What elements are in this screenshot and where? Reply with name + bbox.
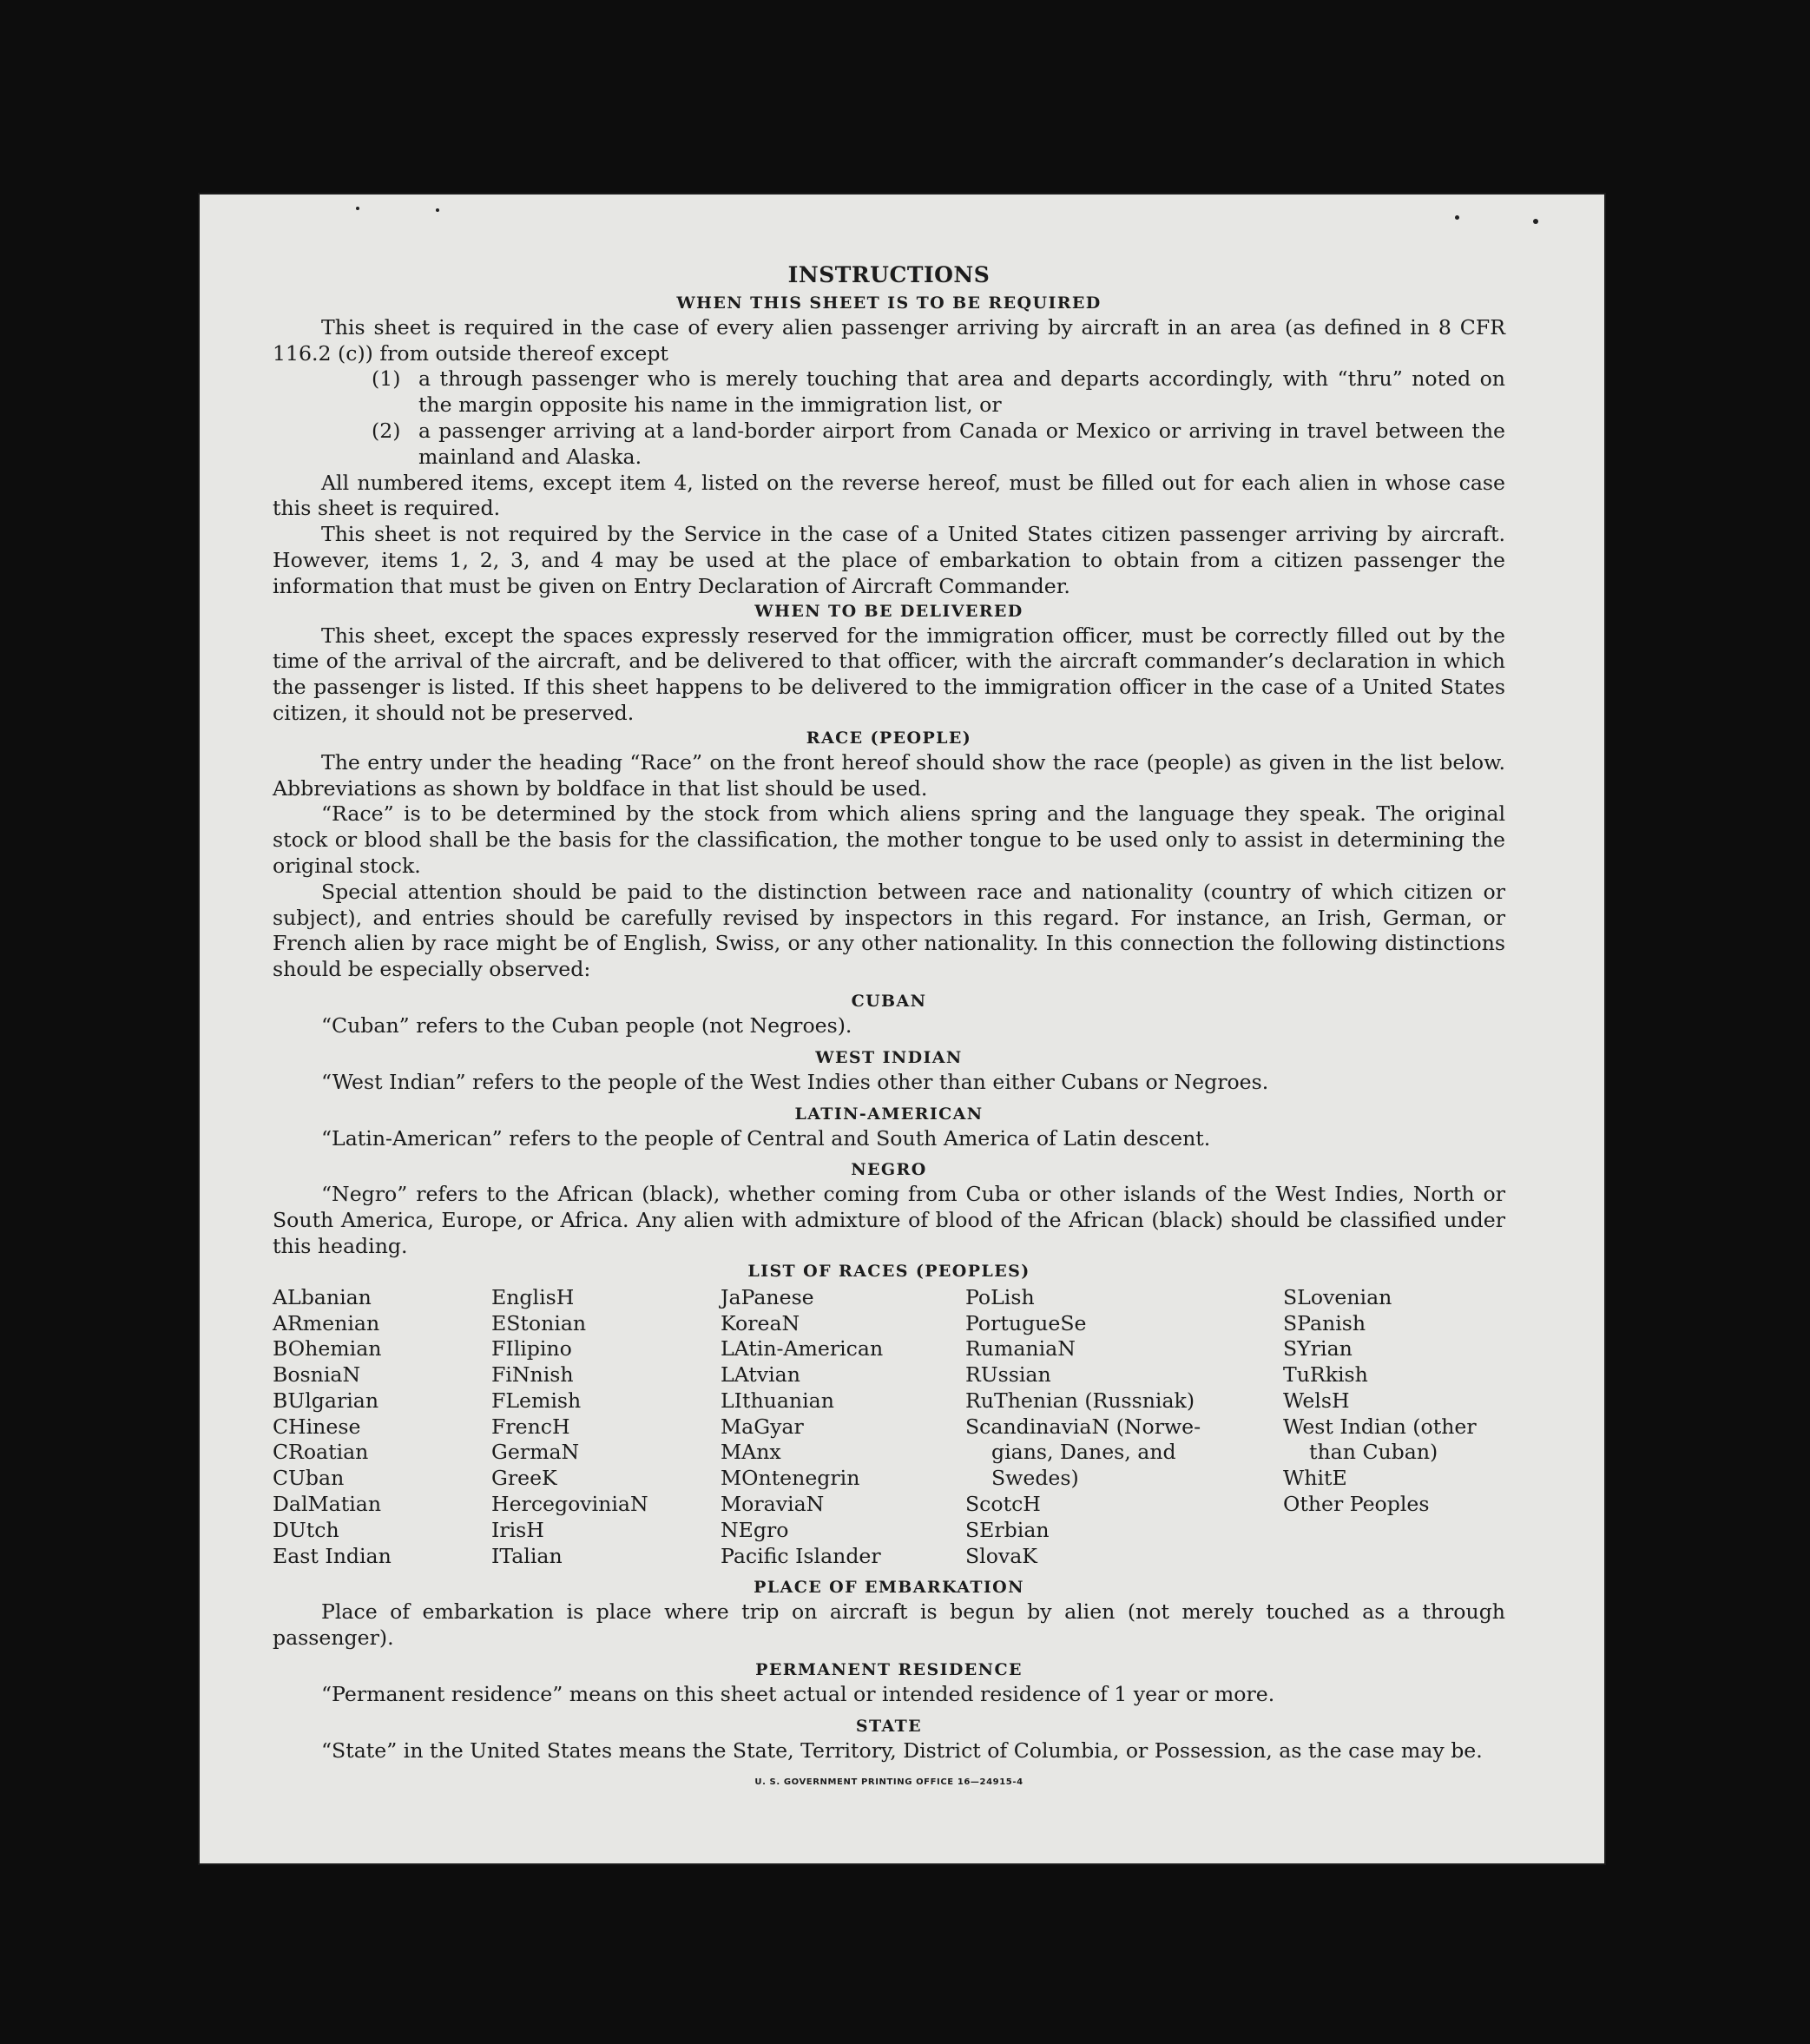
heading-west-indian: WEST INDIAN <box>815 1047 963 1067</box>
instruction-sheet <box>198 193 1606 1865</box>
race-entry: LAtvian <box>721 1362 800 1388</box>
heading-list-of-races: LIST OF RACES (PEOPLES) <box>747 1261 1030 1281</box>
race-entry: JaPanese <box>721 1284 814 1309</box>
race-entry: PoLish <box>965 1284 1035 1309</box>
race-entry: LIthuanian <box>721 1388 834 1413</box>
heading-latin-american: LATIN-AMERICAN <box>794 1104 984 1124</box>
race-entry: SlovaK <box>965 1543 1037 1568</box>
race-entry: DUtch <box>273 1517 339 1542</box>
races-column-2 <box>491 1285 721 1570</box>
exception-text: a passenger arriving at a land-border airport from Canada or Mexico or arriving in travel between the mainland and Alaska. <box>418 418 1505 469</box>
race-entry: Pacific Islander <box>721 1543 881 1568</box>
race-entry: RUssian <box>965 1362 1051 1388</box>
race-entry: ALbanian <box>273 1284 372 1309</box>
race-entry: ScandinaviaN (Norwe- <box>965 1414 1201 1439</box>
race-paragraph-2: “Race” is to be determined by the stock from which aliens spring and the language they speak. The original stock or blood shall be the basis for the classification, the mother tongue to be used only to assist in determining the original stock. <box>273 801 1505 878</box>
race-paragraph-1: The entry under the heading “Race” on the front hereof should show the race (people) as given in the list below. Abbreviations as shown by boldface in that list should be used. <box>273 749 1505 801</box>
race-entry-continued: gians, Danes, and <box>991 1440 1176 1465</box>
residence-paragraph: “Permanent residence” means on this sheet actual or intended residence of 1 year or more. <box>321 1682 1275 1707</box>
exception-number: (1) <box>372 366 401 392</box>
race-entry: SErbian <box>965 1517 1050 1542</box>
printing-office-footer: U. S. GOVERNMENT PRINTING OFFICE 16—24915-4 <box>754 1777 1023 1787</box>
cuban-paragraph: “Cuban” refers to the Cuban people (not Negroes). <box>321 1012 852 1038</box>
race-entry: FLemish <box>491 1388 582 1413</box>
race-entry: GermaN <box>491 1440 580 1465</box>
race-entry: GreeK <box>491 1466 557 1491</box>
race-entry: CUban <box>273 1466 345 1491</box>
race-entry: DalMatian <box>273 1492 382 1517</box>
race-entry: ARmenian <box>273 1310 380 1335</box>
race-entry: RumaniaN <box>965 1336 1076 1362</box>
page-title: INSTRUCTIONS <box>787 262 991 287</box>
race-entry: BOhemian <box>273 1336 382 1362</box>
race-entry: RuThenian (Russniak) <box>965 1388 1195 1413</box>
delivered-paragraph: This sheet, except the spaces expressly reserved for the immigration officer, must be correctly filled out by the time of the arrival of the aircraft, and be delivered to that officer, with the aircraft commander’s declaration in which the passenger is listed. If this sheet happens to be delivered to the immigration officer in the case of a United States citizen, it should not be preserved. <box>273 623 1505 725</box>
latin-american-paragraph: “Latin-American” refers to the people of Central and South America of Latin descent. <box>321 1125 1211 1151</box>
race-entry: HercegoviniaN <box>491 1492 648 1517</box>
race-entry: BosniaN <box>273 1362 361 1388</box>
heading-place-of-embarkation: PLACE OF EMBARKATION <box>754 1578 1024 1598</box>
race-entry: MOntenegrin <box>721 1466 860 1491</box>
race-entry: West Indian (other <box>1283 1414 1477 1439</box>
races-column-1 <box>273 1285 491 1570</box>
heading-negro: NEGRO <box>851 1160 927 1180</box>
race-entry: MAnx <box>721 1440 781 1465</box>
race-entry: WhitE <box>1283 1466 1347 1491</box>
heading-when-delivered: WHEN TO BE DELIVERED <box>754 601 1023 621</box>
heading-permanent-residence: PERMANENT RESIDENCE <box>755 1660 1023 1680</box>
negro-paragraph: “Negro” refers to the African (black), whether coming from Cuba or other islands of the West Indies, North or South America, Europe, or Africa. Any alien with admixture of blood of the African (black) should be classified under this heading. <box>273 1182 1505 1258</box>
heading-when-required: WHEN THIS SHEET IS TO BE REQUIRED <box>676 293 1102 313</box>
race-entry: BUlgarian <box>273 1388 379 1413</box>
embarkation-paragraph: Place of embarkation is place where trip on aircraft is begun by alien (not merely touched as a through passenger). <box>273 1599 1505 1651</box>
race-entry: FIlipino <box>491 1336 572 1362</box>
speck <box>356 207 359 210</box>
speck <box>1533 219 1538 224</box>
races-column-3 <box>721 1285 965 1570</box>
sheet-content <box>273 262 1505 1795</box>
race-entry: EnglisH <box>491 1284 575 1309</box>
race-entry: SPanish <box>1283 1310 1366 1335</box>
exception-number: (2) <box>372 418 401 443</box>
race-entry: EStonian <box>491 1310 587 1335</box>
race-entry: SYrian <box>1283 1336 1353 1362</box>
exception-text: a through passenger who is merely touching that area and departs accordingly, with “thru” noted on the margin opposite his name in the immigration list, or <box>418 366 1505 418</box>
races-column-4 <box>965 1285 1283 1570</box>
required-paragraph-1: This sheet is required in the case of every alien passenger arriving by aircraft in an area (as defined in 8 CFR 116.2 (c)) from outside thereof except <box>273 314 1505 366</box>
race-entry: CRoatian <box>273 1440 369 1465</box>
heading-race: RACE (PEOPLE) <box>806 728 972 748</box>
race-entry: LAtin-American <box>721 1336 884 1362</box>
exception-item-1 <box>372 366 1505 419</box>
speck <box>436 208 439 212</box>
race-entry: TuRkish <box>1283 1362 1368 1388</box>
exception-item-2 <box>372 419 1505 471</box>
races-table <box>273 1285 1505 1570</box>
race-entry: IrisH <box>491 1517 544 1542</box>
speck <box>1455 215 1459 220</box>
race-entry: SLovenian <box>1283 1284 1392 1309</box>
state-paragraph: “State” in the United States means the State, Territory, District of Columbia, or Possession, as the case may be. <box>321 1737 1483 1763</box>
race-entry-continued: Swedes) <box>991 1466 1079 1491</box>
race-entry: CHinese <box>273 1414 361 1439</box>
race-entry: WelsH <box>1283 1388 1350 1413</box>
race-entry: PortugueSe <box>965 1310 1087 1335</box>
race-entry: KoreaN <box>721 1310 800 1335</box>
west-indian-paragraph: “West Indian” refers to the people of the West Indies other than either Cubans or Negroes. <box>321 1069 1269 1094</box>
race-paragraph-3: Special attention should be paid to the distinction between race and nationality (country of which citizen or subject), and entries should be carefully revised by inspectors in this regard. For instance, an Irish, German, or French alien by race might be of English, Swiss, or any other nationality. In this connection the following distinctions should be especially observed: <box>273 879 1505 982</box>
race-entry: ITalian <box>491 1543 563 1568</box>
required-paragraph-2: All numbered items, except item 4, listed on the reverse hereof, must be filled out for each alien in whose case this sheet is required. <box>273 470 1505 521</box>
heading-state: STATE <box>855 1716 923 1736</box>
race-entry: NEgro <box>721 1517 789 1542</box>
race-entry: MaGyar <box>721 1414 804 1439</box>
race-entry-continued: than Cuban) <box>1309 1440 1438 1465</box>
required-paragraph-3: This sheet is not required by the Service in the case of a United States citizen passenger arriving by aircraft. However, items 1, 2, 3, and 4 may be used at the place of embarkation to obtain from a citizen passenger the information that must be given on Entry Declaration of Aircraft Commander. <box>273 522 1505 598</box>
races-column-5 <box>1283 1285 1505 1570</box>
race-entry: East Indian <box>273 1543 392 1568</box>
race-entry: FrencH <box>491 1414 570 1439</box>
race-entry: Other Peoples <box>1283 1492 1430 1517</box>
race-entry: FiNnish <box>491 1362 574 1388</box>
race-entry: ScotcH <box>965 1492 1041 1517</box>
heading-cuban: CUBAN <box>851 991 927 1011</box>
race-entry: MoraviaN <box>721 1492 825 1517</box>
